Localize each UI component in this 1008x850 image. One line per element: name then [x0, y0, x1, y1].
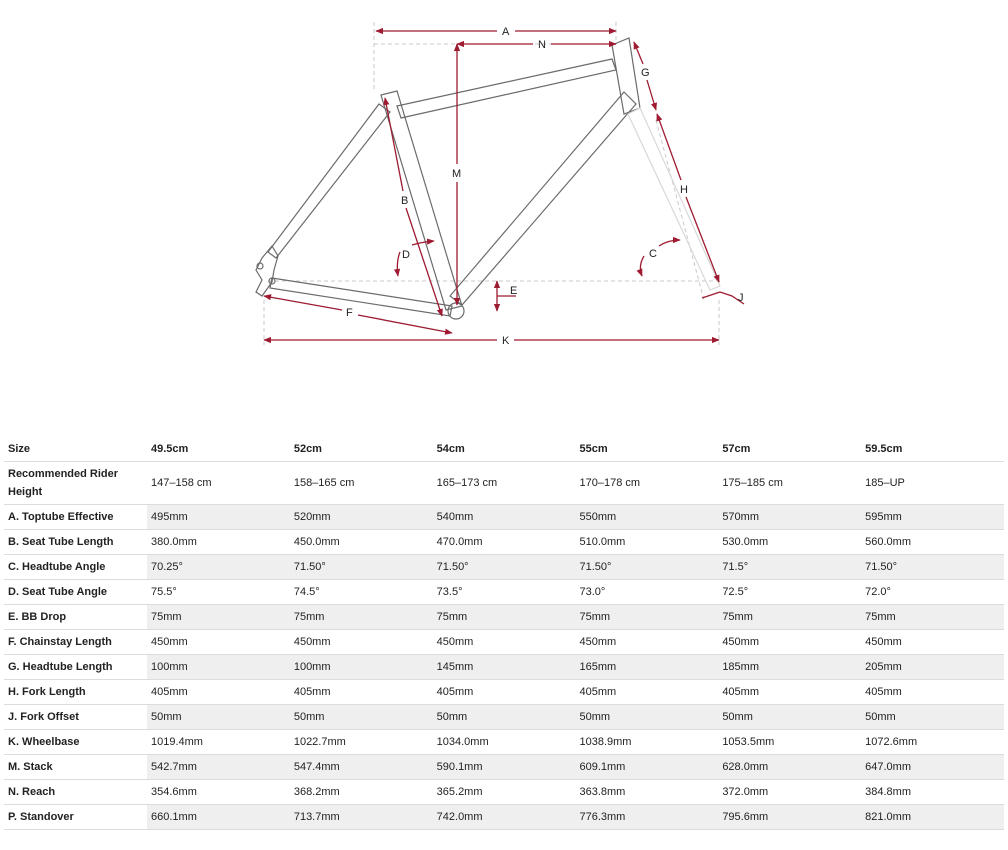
table-cell: 72.0°	[861, 580, 1004, 605]
table-cell: 570mm	[718, 505, 861, 530]
table-cell: 50mm	[861, 705, 1004, 730]
table-cell: 50mm	[575, 705, 718, 730]
header-size-2: 52cm	[290, 437, 433, 462]
row-label: F. Chainstay Length	[4, 630, 147, 655]
row-label: H. Fork Length	[4, 680, 147, 705]
table-cell: 609.1mm	[575, 755, 718, 780]
table-cell: 540mm	[433, 505, 576, 530]
table-cell: 165–173 cm	[433, 462, 576, 505]
table-cell: 75mm	[718, 605, 861, 630]
table-cell: 405mm	[433, 680, 576, 705]
table-row	[4, 580, 1004, 605]
table-header-row	[4, 437, 1004, 462]
table-cell: 100mm	[147, 655, 290, 680]
table-cell: 1022.7mm	[290, 730, 433, 755]
row-label: N. Reach	[4, 780, 147, 805]
table-cell: 1038.9mm	[575, 730, 718, 755]
table-cell: 450mm	[147, 630, 290, 655]
label-e: E	[510, 285, 518, 297]
table-cell: 70.25°	[147, 555, 290, 580]
table-cell: 405mm	[147, 680, 290, 705]
table-cell: 71.5°	[718, 555, 861, 580]
label-a: A	[502, 26, 510, 38]
table-cell: 75mm	[290, 605, 433, 630]
table-cell: 75mm	[861, 605, 1004, 630]
table-row	[4, 780, 1004, 805]
table-cell: 73.0°	[575, 580, 718, 605]
label-c: C	[649, 248, 657, 260]
label-j: J	[738, 292, 744, 304]
table-cell: 1019.4mm	[147, 730, 290, 755]
table-cell: 660.1mm	[147, 805, 290, 830]
table-cell: 165mm	[575, 655, 718, 680]
header-size-1: 49.5cm	[147, 437, 290, 462]
table-cell: 363.8mm	[575, 780, 718, 805]
table-row	[4, 805, 1004, 830]
table-body	[4, 462, 1004, 830]
dimension-lines	[264, 31, 744, 340]
row-label: B. Seat Tube Length	[4, 530, 147, 555]
table-cell: 550mm	[575, 505, 718, 530]
row-label: A. Toptube Effective	[4, 505, 147, 530]
row-label: J. Fork Offset	[4, 705, 147, 730]
table-cell: 170–178 cm	[575, 462, 718, 505]
table-cell: 450mm	[290, 630, 433, 655]
label-g: G	[641, 67, 650, 79]
table-cell: 530.0mm	[718, 530, 861, 555]
table-cell: 147–158 cm	[147, 462, 290, 505]
label-h: H	[680, 184, 688, 196]
row-label: E. BB Drop	[4, 605, 147, 630]
table-cell: 50mm	[147, 705, 290, 730]
row-label: C. Headtube Angle	[4, 555, 147, 580]
header-size-3: 54cm	[433, 437, 576, 462]
table-cell: 1053.5mm	[718, 730, 861, 755]
table-cell: 776.3mm	[575, 805, 718, 830]
table-cell: 405mm	[575, 680, 718, 705]
row-label: G. Headtube Length	[4, 655, 147, 680]
table-cell: 520mm	[290, 505, 433, 530]
table-cell: 821.0mm	[861, 805, 1004, 830]
geometry-table	[4, 437, 1004, 830]
label-d: D	[402, 249, 410, 261]
table-cell: 1034.0mm	[433, 730, 576, 755]
table-row	[4, 755, 1004, 780]
table-cell: 742.0mm	[433, 805, 576, 830]
table-cell: 50mm	[433, 705, 576, 730]
table-cell: 72.5°	[718, 580, 861, 605]
table-cell: 450mm	[575, 630, 718, 655]
label-b: B	[401, 195, 409, 207]
reference-lines	[264, 22, 720, 345]
table-cell: 405mm	[718, 680, 861, 705]
table-cell: 470.0mm	[433, 530, 576, 555]
table-cell: 590.1mm	[433, 755, 576, 780]
table-cell: 713.7mm	[290, 805, 433, 830]
table-cell: 185mm	[718, 655, 861, 680]
table-row	[4, 630, 1004, 655]
label-k: K	[502, 335, 510, 347]
table-cell: 365.2mm	[433, 780, 576, 805]
table-cell: 73.5°	[433, 580, 576, 605]
header-size-4: 55cm	[575, 437, 718, 462]
table-cell: 495mm	[147, 505, 290, 530]
table-cell: 75mm	[575, 605, 718, 630]
table-row	[4, 530, 1004, 555]
table-cell: 205mm	[861, 655, 1004, 680]
table-cell: 795.6mm	[718, 805, 861, 830]
frame-geometry-diagram	[0, 0, 1008, 360]
table-row	[4, 605, 1004, 630]
table-cell: 75mm	[433, 605, 576, 630]
table-cell: 405mm	[861, 680, 1004, 705]
label-f: F	[346, 307, 353, 319]
table-cell: 450mm	[861, 630, 1004, 655]
frame-geometry-svg	[0, 0, 1008, 360]
table-cell: 628.0mm	[718, 755, 861, 780]
table-cell: 50mm	[718, 705, 861, 730]
table-cell: 595mm	[861, 505, 1004, 530]
table-row	[4, 705, 1004, 730]
table-cell: 175–185 cm	[718, 462, 861, 505]
table-cell: 75mm	[147, 605, 290, 630]
table-cell: 354.6mm	[147, 780, 290, 805]
table-cell: 71.50°	[575, 555, 718, 580]
table-cell: 74.5°	[290, 580, 433, 605]
table-cell: 384.8mm	[861, 780, 1004, 805]
table-cell: 547.4mm	[290, 755, 433, 780]
table-cell: 100mm	[290, 655, 433, 680]
table-cell: 50mm	[290, 705, 433, 730]
table-cell: 405mm	[290, 680, 433, 705]
header-size-6: 59.5cm	[861, 437, 1004, 462]
label-m: M	[452, 168, 462, 180]
table-cell: 368.2mm	[290, 780, 433, 805]
label-n: N	[538, 39, 546, 51]
table-cell: 75.5°	[147, 580, 290, 605]
table-cell: 372.0mm	[718, 780, 861, 805]
row-label: Recommended Rider Height	[4, 462, 147, 505]
table-row	[4, 555, 1004, 580]
row-label: P. Standover	[4, 805, 147, 830]
table-cell: 450mm	[718, 630, 861, 655]
row-label: D. Seat Tube Angle	[4, 580, 147, 605]
table-row	[4, 655, 1004, 680]
row-label: K. Wheelbase	[4, 730, 147, 755]
table-cell: 510.0mm	[575, 530, 718, 555]
table-cell: 1072.6mm	[861, 730, 1004, 755]
table-cell: 380.0mm	[147, 530, 290, 555]
table-cell: 542.7mm	[147, 755, 290, 780]
table-cell: 450mm	[433, 630, 576, 655]
table-row	[4, 505, 1004, 530]
bike-frame	[256, 38, 720, 319]
table-cell: 71.50°	[290, 555, 433, 580]
header-size-5: 57cm	[718, 437, 861, 462]
table-cell: 560.0mm	[861, 530, 1004, 555]
table-cell: 158–165 cm	[290, 462, 433, 505]
table-cell: 145mm	[433, 655, 576, 680]
table-cell: 185–UP	[861, 462, 1004, 505]
table-row	[4, 730, 1004, 755]
table-row	[4, 680, 1004, 705]
table-cell: 647.0mm	[861, 755, 1004, 780]
table-row	[4, 462, 1004, 505]
header-size: Size	[4, 437, 147, 462]
table-cell: 450.0mm	[290, 530, 433, 555]
table-cell: 71.50°	[861, 555, 1004, 580]
row-label: M. Stack	[4, 755, 147, 780]
table-cell: 71.50°	[433, 555, 576, 580]
